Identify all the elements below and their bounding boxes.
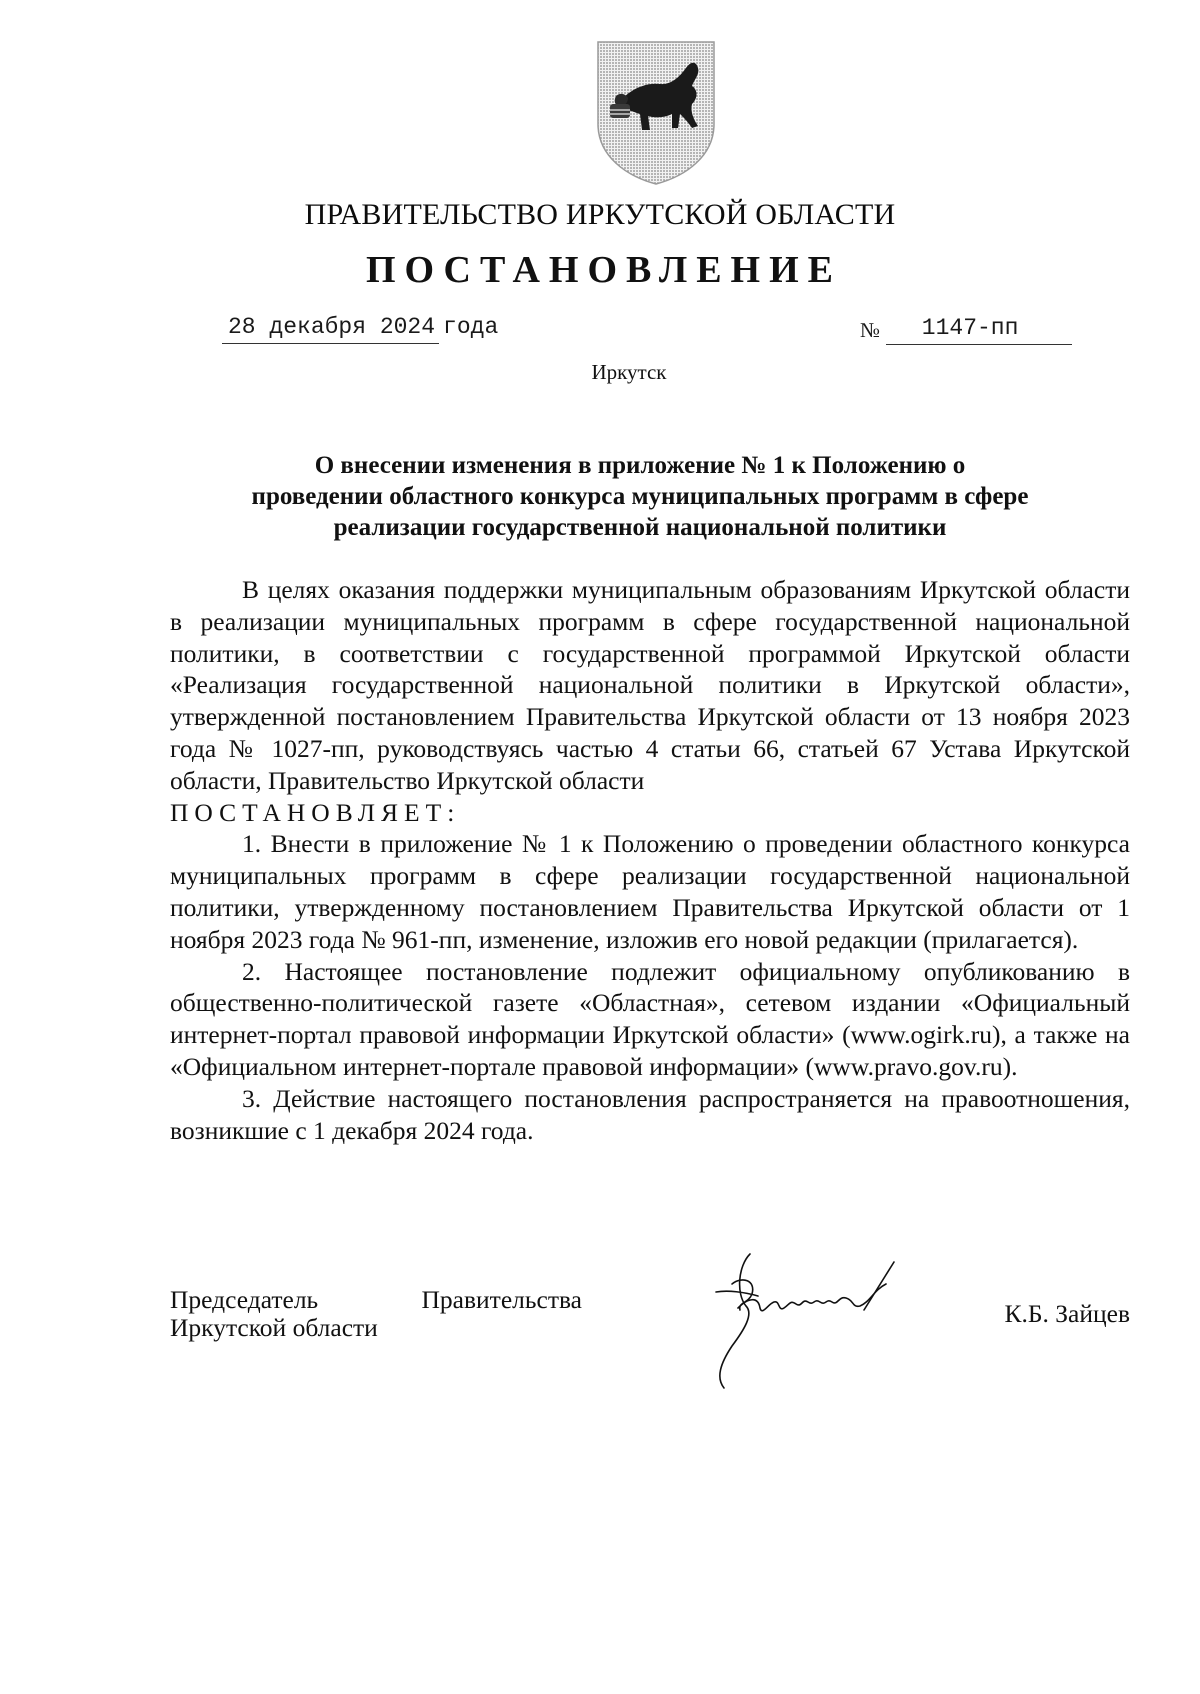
document-number: 1147-пп: [886, 315, 1072, 345]
coat-of-arms-icon: [594, 38, 718, 188]
document-body: [170, 574, 1130, 1146]
date-value: 28 декабря 2024: [222, 314, 439, 344]
subject-line: реализации государственной национальной политики: [333, 514, 947, 541]
subject-line: О внесении изменения в приложение № 1 к Положению о: [314, 452, 966, 479]
item-paragraph-1: 1. Внести в приложение № 1 к Положению о проведении областного конкурса муниципальных программ в сфере реализации государственной национальной политики, утвержденному постановлением Правительства Иркутской области от 1 ноября 2023 года № 961-пп, изменение, изложив его новой редакции (прилагается).: [170, 829, 1130, 954]
handwritten-signature-icon: [698, 1246, 928, 1416]
signer-post: [170, 1286, 582, 1342]
number-sign: №: [860, 318, 881, 342]
date-suffix: года: [443, 314, 499, 340]
item-paragraph-3: 3. Действие настоящего постановления распространяется на правоотношения, возникшие с 1 декабря 2024 года.: [170, 1083, 1130, 1145]
date-field: [222, 314, 498, 344]
signer-name: К.Б. Зайцев: [1004, 1299, 1130, 1328]
government-name: ПРАВИТЕЛЬСТВО ИРКУТСКОЙ ОБЛАСТИ: [304, 198, 896, 231]
item-paragraph-2: 2. Настоящее постановление подлежит официальному опубликованию в общественно-политической газете «Областная», сетевом издании «Официальный интернет-портал правовой информации Иркутской области» (www.ogirk.ru), а также на «Официальном интернет-портале правовой информации» (www.pravo.gov.ru).: [170, 956, 1130, 1081]
signer-post-region: Иркутской области: [170, 1313, 378, 1342]
city-name: Иркутск: [591, 360, 667, 384]
decree-word: ПОСТАНОВЛЯЕТ:: [170, 797, 461, 827]
document-number-field: [860, 314, 1072, 345]
document-subject: [190, 450, 1090, 543]
subject-line: проведении областного конкурса муниципальных программ в сфере: [251, 483, 1029, 510]
signer-post-word: Председатель: [170, 1285, 319, 1314]
document-type-title: ПОСТАНОВЛЕНИЕ: [365, 249, 843, 291]
signature-block: [170, 1286, 1130, 1426]
signer-post-word: Правительства: [421, 1285, 582, 1314]
signer-post-line: [170, 1286, 582, 1314]
preamble-paragraph: В целях оказания поддержки муниципальным образованиям Иркутской области в реализации муниципальных программ в сфере государственной национальной политики, в соответствии с государственной программой Иркутской области «Реализация государственной национальной политики в Иркутской области», утвержденной постановлением Правительства Иркутской области от 13 ноября 2023 года № 1027-пп, руководствуясь частью 4 статьи 66, статьей 67 Устава Иркутской области, Правительство Иркутской области: [170, 575, 1130, 795]
